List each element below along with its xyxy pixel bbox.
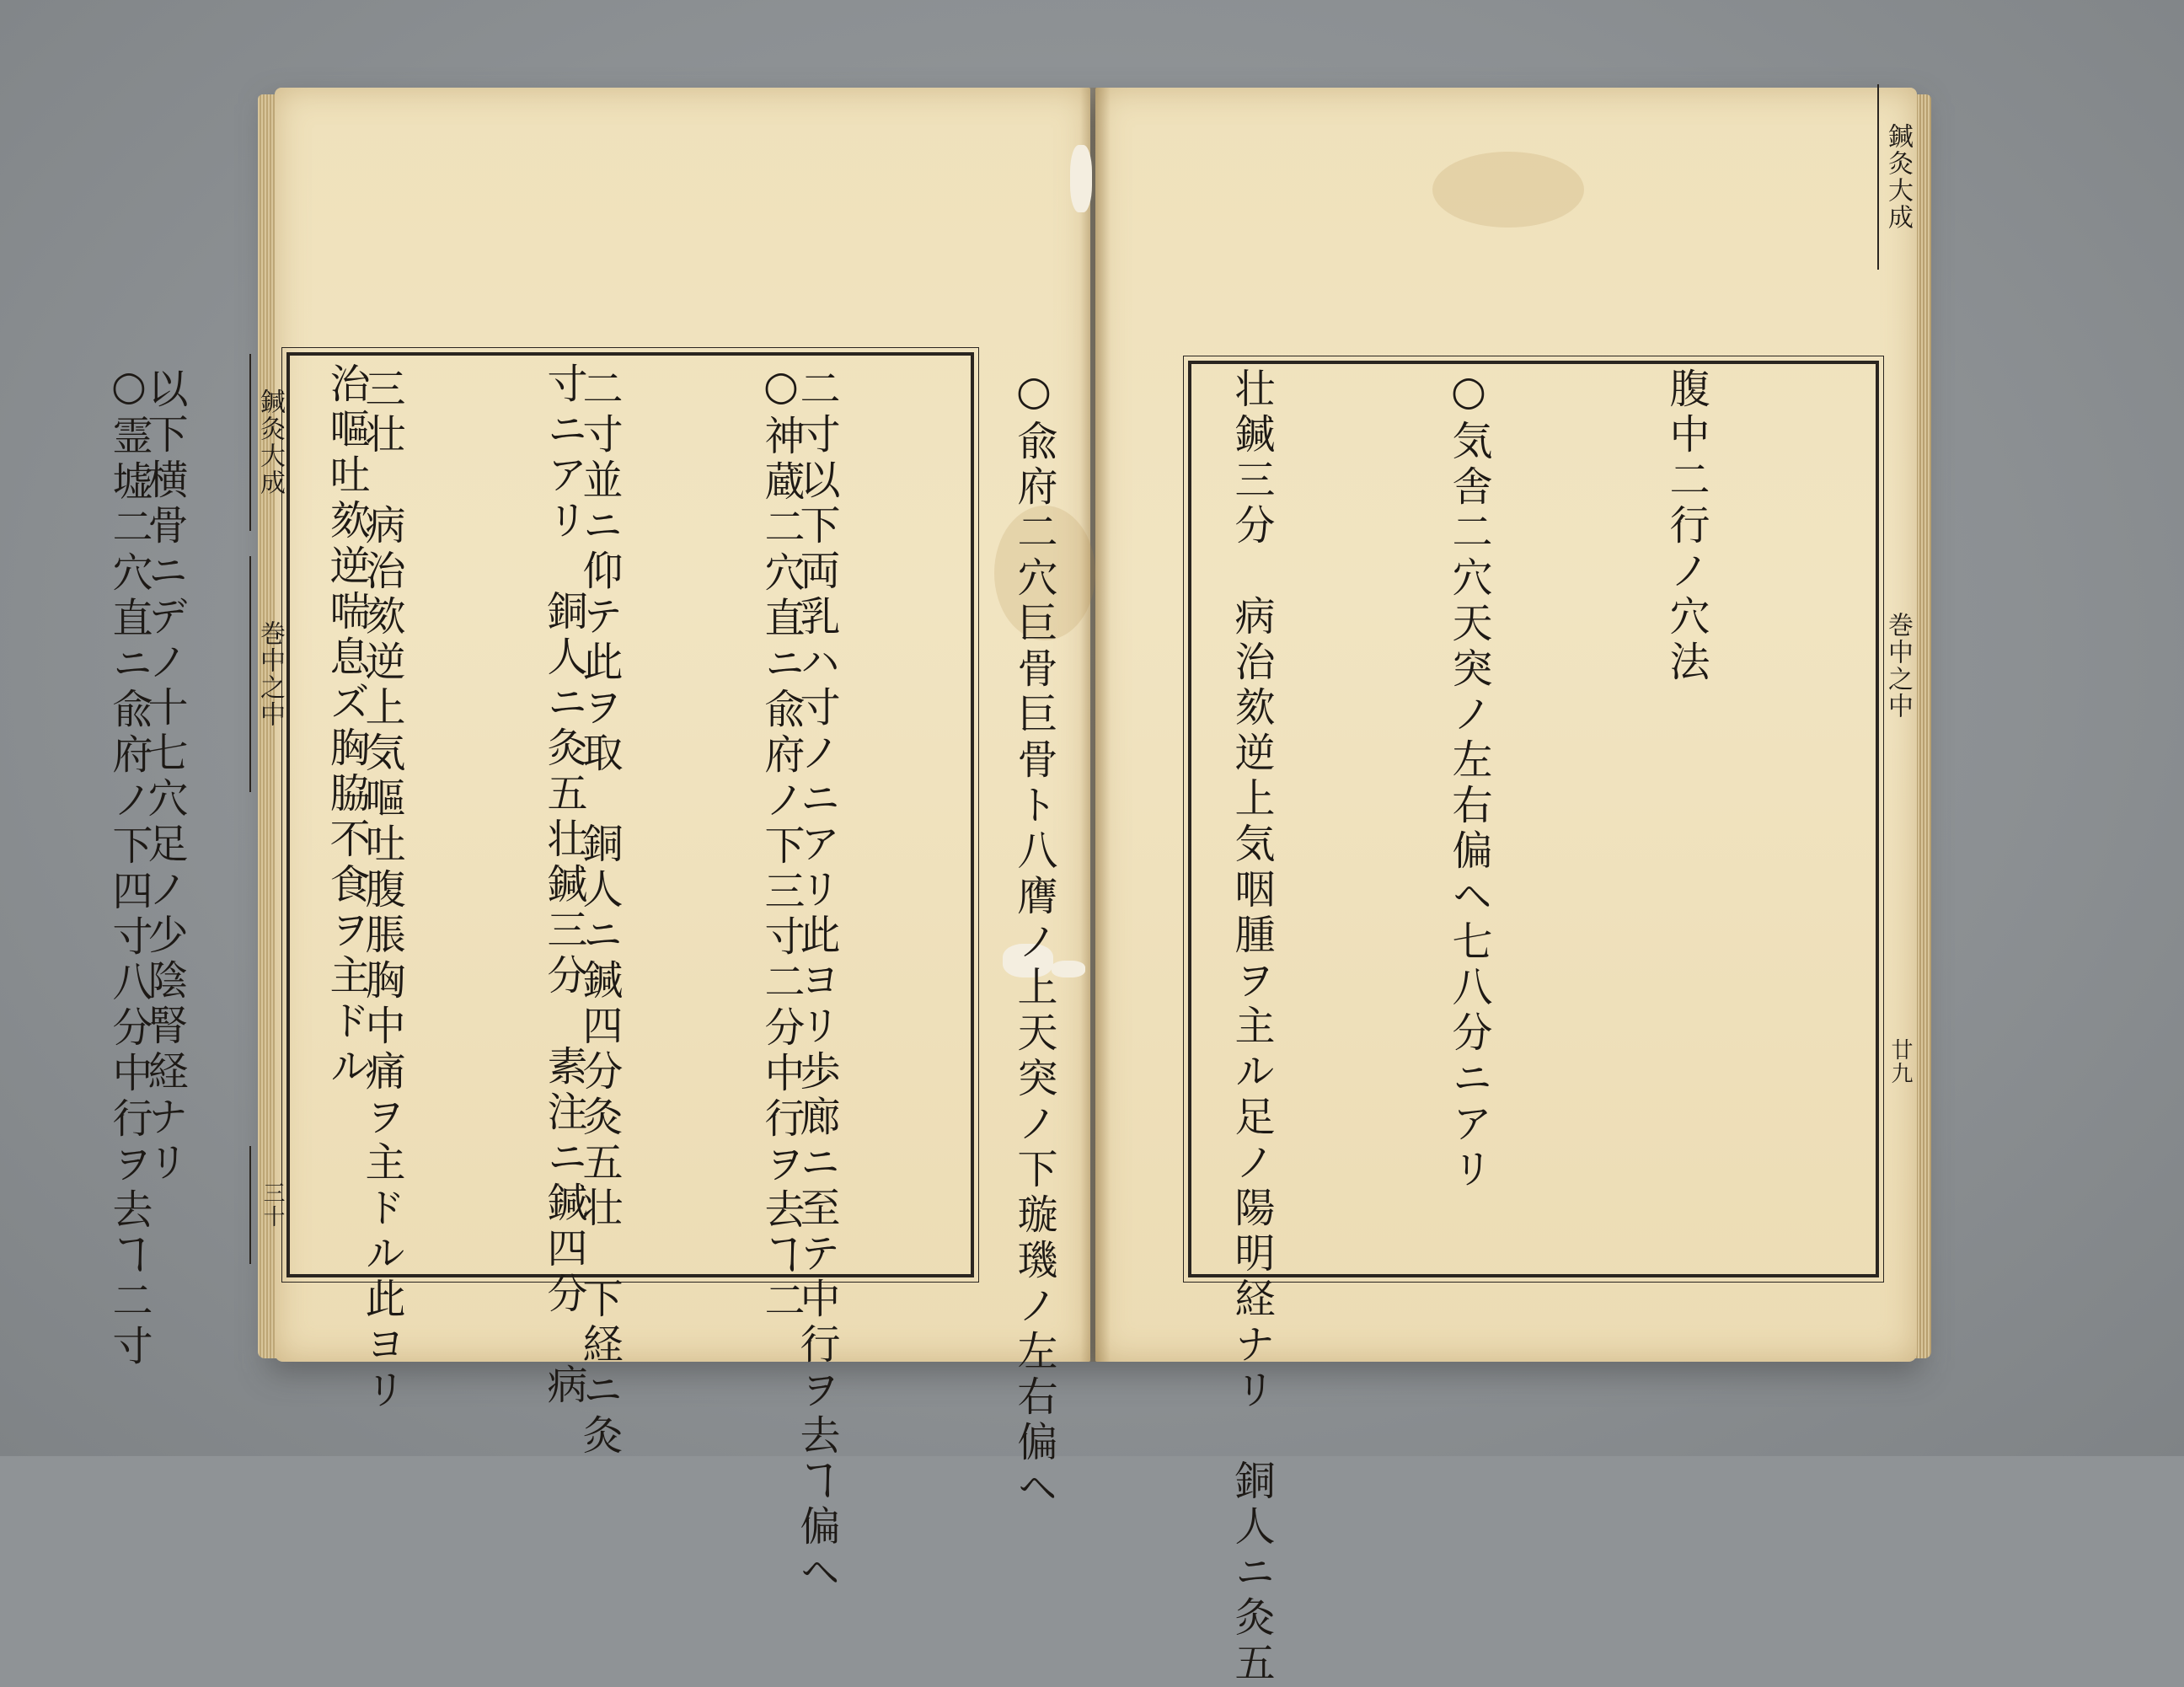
binding-thread: [1070, 145, 1092, 212]
text-column: 二寸並ニ仰テ此ヲ取 銅人ニ鍼四分灸五壮 下経ニ灸: [575, 367, 623, 1459]
text-column: ○兪府二穴巨骨巨骨ト八膺ノ上天突ノ下璇璣ノ左右偏ヘ: [1010, 367, 1057, 1512]
text-column: 壮鍼三分 病治欬逆上気咽腫ヲ主ル足ノ陽明経ナリ 銅人ニ灸五: [1228, 367, 1275, 1687]
right-margin-volume: 巻中之中: [1877, 539, 1916, 792]
right-margin-page-number: 廿九: [1877, 1003, 1916, 1121]
text-column: 腹中二行ノ穴法: [1662, 367, 1710, 686]
left-margin-page-number: 三十: [249, 1146, 288, 1264]
left-margin-title: 鍼灸大成: [249, 354, 288, 531]
right-margin-title: 鍼灸大成: [1877, 84, 1916, 270]
text-column: ○神蔵二穴直ニ兪府ノ下三寸二分中行ヲ去ヿ二: [757, 362, 805, 1325]
text-column: 以下横骨ニデノ十七穴足ノ少陰腎経ナリ: [141, 367, 188, 1186]
text-column: 治嘔吐欬逆喘息ズ胸脇不食ヲ主ドル: [323, 362, 370, 1090]
left-margin-volume: 巻中之中: [249, 556, 288, 792]
text-column: 三壮 病治欬逆上気嘔吐腹脹胸中痛ヲ主ドル此ヨリ: [358, 367, 405, 1414]
text-column: 寸ニアリ 銅人ニ灸五壮鍼三分 素注ニ鍼四分 病: [540, 362, 587, 1409]
text-column: ○霊墟二穴直ニ兪府ノ下四寸八分中行ヲ去ヿ二寸: [105, 362, 153, 1370]
text-column: ○気舎二穴天突ノ左右偏ヘ七八分ニアリ: [1445, 367, 1492, 1193]
text-column: 二寸以下両乳ハ寸ノニアリ此ヨリ歩廊ニ至テ中行ヲ去ヿ偏ヘ: [793, 367, 840, 1596]
paper-stain: [1432, 152, 1584, 228]
